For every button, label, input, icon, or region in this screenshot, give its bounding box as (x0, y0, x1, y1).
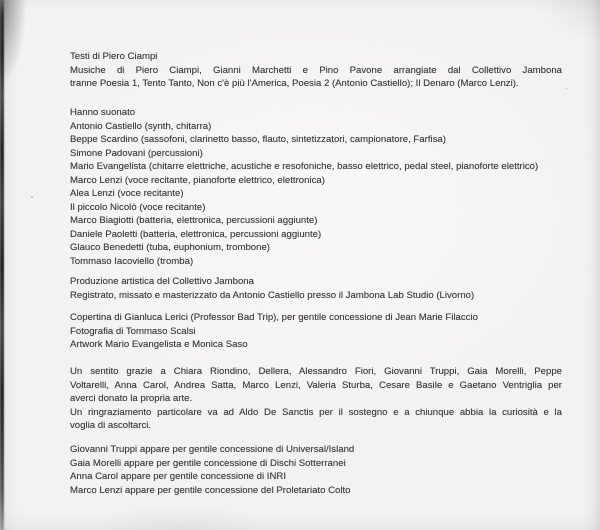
text-line: Anna Carol appare per gentile concessione di INRI (70, 471, 286, 482)
credits-block-artwork (70, 311, 562, 352)
text-line: Glauco Benedetti (tuba, euphonium, trombone) (70, 242, 270, 253)
text-line: Fotografia di Tommaso Scalsi (70, 325, 196, 337)
text-line: tranne Poesia 1, Tento Tanto, Non c'è più l'America, Poesia 2 (Antonio Castiello); Il Denaro (Marco Lenzi). (70, 78, 519, 89)
text-line: Daniele Paoletti (batteria, elettronica, percussioni aggiunte) (70, 228, 322, 240)
text-line: Marco Biagiotti (batteria, elettronica, percussioni aggiunte) (70, 215, 318, 226)
scan-speck (31, 196, 33, 198)
credits-block-authors (70, 50, 562, 91)
credits-block-musicians (70, 106, 562, 268)
text-line: Hanno suonato (70, 107, 136, 118)
text-line: Artwork Mario Evangelista e Monica Saso (70, 339, 248, 350)
text-line: Mario Evangelista (chitarre elettriche, acustiche e resofoniche, basso elettrico, pedal steel, pianoforte elettrico) (70, 161, 539, 172)
text-line: Giovanni Truppi appare per gentile concessione di Universal/Island (70, 444, 355, 455)
text-line: Simone Padovani (percussioni) (70, 147, 203, 159)
credits-block-production (70, 275, 562, 302)
text-line: Il piccolo Nicolò (voce recitante) (70, 201, 206, 213)
text-line: Testi di Piero Ciampi (70, 51, 158, 62)
text-line: Voltarelli, Anna Carol, Andrea Satta, Marco Lenzi, Valeria Sturba, Cesare Basile e Gaetano Ventriglia per (70, 379, 562, 391)
text-line: voglia di ascoltarci. (70, 420, 152, 431)
text-line: Un sentito grazie a Chiara Riondino, Dellera, Alessandro Fiori, Giovanni Truppi, Gaia Morelli, Peppe (70, 366, 562, 377)
text-line: Beppe Scardino (sassofoni, clarinetto basso, flauto, sintetizzatori, campionatore, Farfisa) (70, 134, 446, 145)
text-line: Musiche di Piero Ciampi, Gianni Marchetti e Pino Pavone arrangiate dal Collettivo Jambona (70, 64, 562, 76)
scan-speck (566, 88, 568, 89)
text-line: Un ringraziamento particolare va ad Aldo De Sanctis per il sostegno e a chiunque abbia la curiosità e la (70, 406, 562, 418)
text-line: Registrato, missato e masterizzato da Antonio Castiello presso il Jambona Lab Studio (Livorno) (70, 289, 475, 301)
credits-block-label-permissions (70, 443, 562, 497)
credits-block-thanks (70, 365, 562, 433)
text-line: Antonio Castiello (synth, chitarra) (70, 120, 212, 132)
text-line: averci donato la propria arte. (70, 393, 193, 404)
text-line: Copertina di Gianluca Lerici (Professor Bad Trip), per gentile concessione di Jean Marie Filaccio (70, 312, 478, 323)
text-line: Produzione artistica del Collettivo Jambona (70, 276, 254, 287)
text-line: Gaia Morelli appare per gentile concessione di Dischi Sotterranei (70, 457, 346, 469)
scan-corner-shadow (0, 0, 28, 90)
text-line: Marco Lenzi (voce recitante, pianoforte elettrico, elettronica) (70, 174, 325, 186)
text-line: Tommaso Iacoviello (tromba) (70, 255, 194, 267)
text-line: Alea Lenzi (voce recitante) (70, 188, 184, 199)
text-line: Marco Lenzi appare per gentile concessione del Proletariato Colto (70, 484, 351, 496)
